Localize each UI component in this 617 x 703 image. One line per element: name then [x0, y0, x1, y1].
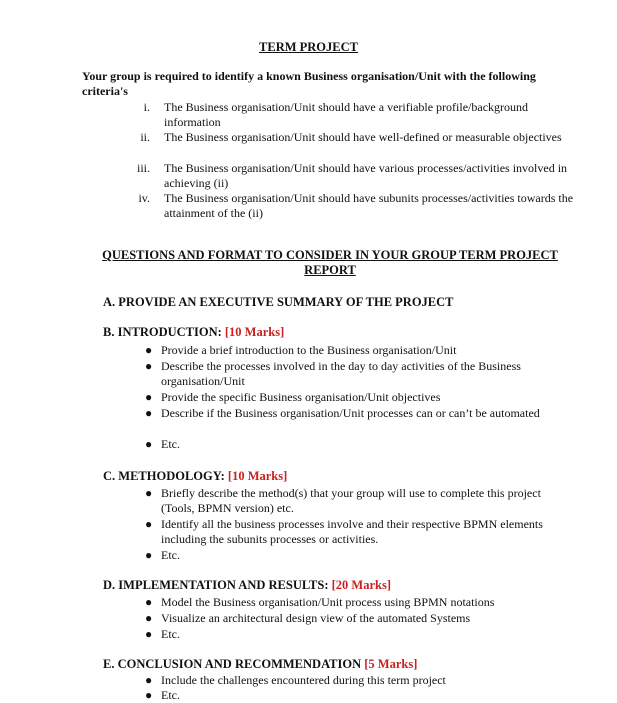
intro-paragraph: Your group is required to identify a known Business organisation/Unit with the following criteria's — [82, 69, 536, 98]
bullet-icon: ● — [145, 673, 153, 687]
criteria-number: ii. — [140, 130, 150, 144]
bullet-icon: ● — [145, 359, 153, 373]
section-heading-text: C. METHODOLOGY: — [103, 469, 228, 483]
bullet-icon: ● — [145, 611, 153, 625]
criteria-text: The Business organisation/Unit should have various processes/activities involved in achieving (ii) — [164, 161, 568, 190]
bullet-icon: ● — [145, 688, 153, 702]
bullet-icon: ● — [145, 486, 153, 500]
section-c-heading — [103, 469, 287, 484]
section-heading-text: E. CONCLUSION AND RECOMMENDATION — [103, 657, 365, 671]
questions-title: QUESTIONS AND FORMAT TO CONSIDER IN YOUR GROUP TERM PROJECT REPORT — [102, 248, 558, 277]
section-a-heading: A. PROVIDE AN EXECUTIVE SUMMARY OF THE PROJECT — [103, 295, 454, 309]
bullet-icon: ● — [145, 406, 153, 420]
criteria-number: iv. — [138, 191, 150, 205]
bullet-icon: ● — [145, 390, 153, 404]
section-b-heading — [103, 325, 284, 340]
criteria-text: The Business organisation/Unit should have subunits processes/activities towards the attainment of the (ii) — [164, 191, 574, 220]
criteria-text: The Business organisation/Unit should have a verifiable profile/background information — [164, 100, 529, 129]
marks-badge: [10 Marks] — [224, 325, 285, 339]
bullet-icon: ● — [145, 517, 153, 531]
section-heading-text: D. IMPLEMENTATION AND RESULTS: — [103, 578, 332, 592]
criteria-text: The Business organisation/Unit should have well-defined or measurable objectives — [164, 130, 562, 144]
marks-badge: [10 Marks] — [227, 469, 288, 483]
bullet-icon: ● — [145, 548, 153, 562]
section-heading-text: B. INTRODUCTION: — [103, 325, 225, 339]
marks-badge: [20 Marks] — [331, 578, 392, 592]
section-e-heading — [103, 657, 417, 672]
document-title: TERM PROJECT — [259, 40, 358, 54]
marks-badge: [5 Marks] — [364, 657, 418, 671]
section-d-heading — [103, 578, 391, 593]
bullet-icon: ● — [145, 627, 153, 641]
bullet-icon: ● — [145, 343, 153, 357]
bullet-icon: ● — [145, 595, 153, 609]
criteria-number: iii. — [136, 161, 150, 175]
criteria-number: i. — [143, 100, 150, 114]
bullet-icon: ● — [145, 437, 153, 451]
